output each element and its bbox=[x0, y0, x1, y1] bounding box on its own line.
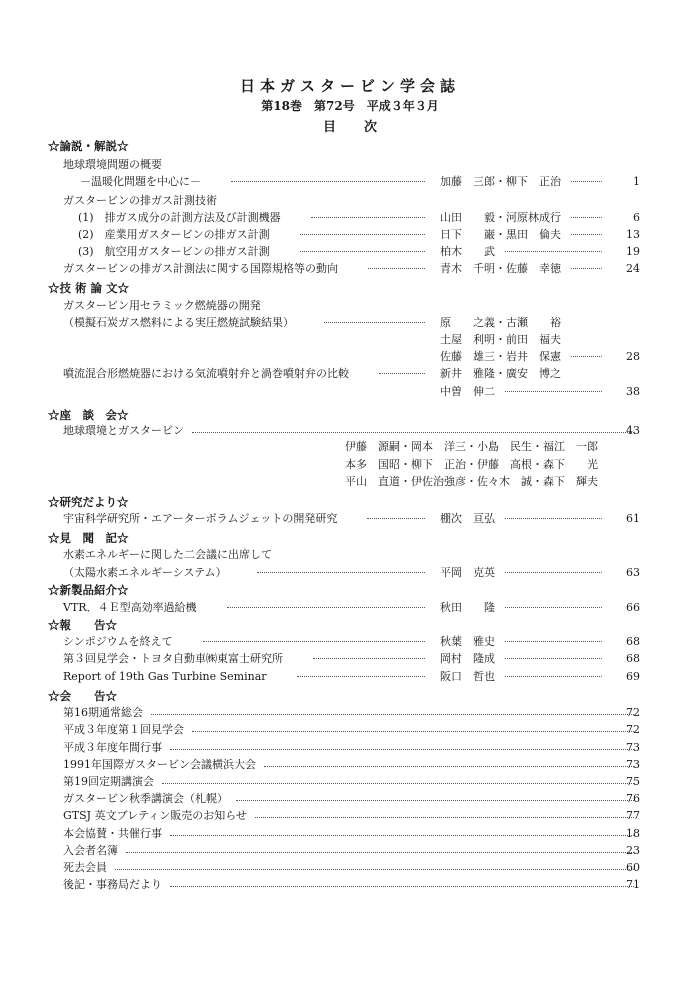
entry-title: ガスタービンの排ガス計測法に関する国際規格等の動向 bbox=[63, 262, 338, 275]
toc-entry bbox=[63, 669, 640, 685]
entry-authors: 加藤 三郎・柳下 正治 bbox=[440, 175, 561, 188]
toc-entry bbox=[63, 757, 640, 773]
entry-authors: 土屋 利明・前田 福夫 bbox=[440, 333, 561, 346]
toc-entry bbox=[63, 366, 640, 382]
toc-entry bbox=[345, 474, 598, 490]
toc-entry bbox=[63, 157, 162, 173]
page-number: 77 bbox=[626, 809, 640, 822]
dot-leader bbox=[170, 749, 634, 750]
participant-names: 平山 直道・伊佐治強彦・佐々木 誠・森下 輝夫 bbox=[345, 475, 598, 488]
dot-leader bbox=[505, 572, 602, 573]
toc-entry bbox=[63, 877, 640, 893]
section-heading bbox=[48, 530, 129, 546]
page-number: 66 bbox=[626, 601, 640, 614]
page-number: 24 bbox=[626, 262, 640, 275]
section-heading bbox=[48, 280, 129, 296]
section-title: ☆論説・解説☆ bbox=[48, 139, 129, 153]
page-number: 75 bbox=[626, 775, 640, 788]
dot-leader bbox=[192, 731, 634, 732]
section-title: ☆座 談 会☆ bbox=[48, 408, 129, 422]
toc-entry bbox=[78, 244, 640, 260]
dot-leader bbox=[368, 268, 425, 269]
entry-title: Report of 19th Gas Turbine Seminar bbox=[63, 670, 267, 683]
entry-authors: 青木 千明・佐藤 幸徳 bbox=[440, 262, 561, 275]
toc-entry bbox=[63, 384, 640, 400]
dot-leader bbox=[231, 181, 425, 182]
entry-authors: 中曽 伸二 bbox=[440, 385, 495, 398]
dot-leader bbox=[126, 852, 634, 853]
dot-leader bbox=[257, 572, 425, 573]
toc-entry bbox=[63, 791, 640, 807]
dot-leader bbox=[379, 373, 425, 374]
section-title: ☆研究だより☆ bbox=[48, 495, 129, 509]
entry-title: (2) 産業用ガスタービンの排ガス計測 bbox=[78, 228, 270, 241]
toc-entry bbox=[63, 705, 640, 721]
dot-leader bbox=[192, 432, 634, 433]
page-number: 18 bbox=[626, 827, 640, 840]
entry-authors: 平岡 克英 bbox=[440, 566, 495, 579]
toc-entry bbox=[63, 261, 640, 277]
entry-title: ガスタービン秋季講演会（札幌） bbox=[63, 792, 228, 805]
entry-authors: 日下 巌・黒田 倫夫 bbox=[440, 228, 561, 241]
dot-leader bbox=[505, 641, 602, 642]
entry-title: 後記・事務局だより bbox=[63, 878, 162, 891]
toc-entry bbox=[345, 457, 598, 473]
entry-title: －温暖化問題を中心に－ bbox=[80, 175, 201, 188]
entry-title: 死去会員 bbox=[63, 861, 107, 874]
entry-title: （模擬石炭ガス燃料による実圧燃焼試験結果） bbox=[63, 316, 294, 329]
toc-entry bbox=[63, 332, 640, 348]
dot-leader bbox=[170, 886, 634, 887]
toc-entry bbox=[63, 511, 640, 527]
dot-leader bbox=[505, 518, 602, 519]
page-number: 23 bbox=[626, 844, 640, 857]
dot-leader bbox=[505, 391, 602, 392]
section-heading bbox=[48, 617, 117, 633]
entry-title: 噴流混合形燃焼器における気流噴射弁と渦巻噴射弁の比較 bbox=[63, 367, 349, 380]
dot-leader bbox=[505, 676, 602, 677]
toc-entry bbox=[63, 860, 640, 876]
toc-entry bbox=[63, 808, 640, 824]
section-heading bbox=[48, 494, 129, 510]
toc-entry bbox=[63, 774, 640, 790]
dot-leader bbox=[300, 234, 425, 235]
section-heading bbox=[48, 582, 129, 598]
toc-entry bbox=[63, 547, 272, 563]
entry-title: (3) 航空用ガスタービンの排ガス計測 bbox=[78, 245, 270, 258]
entry-title: 第３回見学会・トヨタ自動車㈱東富士研究所 bbox=[63, 652, 283, 665]
entry-authors: 秋田 隆 bbox=[440, 601, 495, 614]
dot-leader bbox=[311, 217, 425, 218]
dot-leader bbox=[571, 356, 602, 357]
entry-authors: 秋葉 雅史 bbox=[440, 635, 495, 648]
toc-entry bbox=[63, 826, 640, 842]
page-number: 73 bbox=[626, 741, 640, 754]
entry-authors: 岡村 隆成 bbox=[440, 652, 495, 665]
toc-entry bbox=[80, 174, 640, 190]
entry-authors: 新井 雅隆・廣安 博之 bbox=[440, 367, 561, 380]
section-title: ☆会 告☆ bbox=[48, 689, 117, 703]
dot-leader bbox=[571, 268, 602, 269]
dot-leader bbox=[255, 817, 634, 818]
entry-title: 水素エネルギーに関した二会議に出席して bbox=[63, 548, 272, 561]
entry-title: 平成３年度年間行事 bbox=[63, 741, 162, 754]
entry-title: 第19回定期講演会 bbox=[63, 775, 154, 788]
participant-names: 伊藤 源嗣・岡本 洋三・小島 民生・福江 一郎 bbox=[345, 440, 598, 453]
section-heading bbox=[48, 688, 117, 704]
page-number: 13 bbox=[626, 228, 640, 241]
entry-title: 地球環境問題の概要 bbox=[63, 158, 162, 171]
page-number: 61 bbox=[626, 512, 640, 525]
toc-heading: 目次 bbox=[322, 120, 405, 135]
issue-info: 第18巻 第72号 平成３年３月 bbox=[261, 99, 439, 113]
dot-leader bbox=[297, 676, 425, 677]
entry-title: (1) 排ガス成分の計測方法及び計測機器 bbox=[78, 211, 281, 224]
dot-leader bbox=[313, 658, 425, 659]
toc-entry bbox=[63, 423, 640, 439]
dot-leader bbox=[236, 800, 634, 801]
entry-title: VTR．４Ｅ型高効率過給機 bbox=[63, 601, 197, 614]
entry-title: （太陽水素エネルギーシステム） bbox=[63, 566, 227, 579]
dot-leader bbox=[151, 714, 634, 715]
entry-authors: 山田 毅・河原林成行 bbox=[440, 211, 561, 224]
toc-entry bbox=[63, 298, 261, 314]
dot-leader bbox=[505, 658, 602, 659]
dot-leader bbox=[324, 322, 425, 323]
entry-authors: 阪口 哲也 bbox=[440, 670, 495, 683]
page-number: 19 bbox=[626, 245, 640, 258]
dot-leader bbox=[571, 181, 602, 182]
entry-title: 宇宙科学研究所・エアーターボラムジェットの開発研究 bbox=[63, 512, 338, 525]
entry-title: 平成３年度第１回見学会 bbox=[63, 723, 184, 736]
dot-leader bbox=[505, 251, 602, 252]
toc-entry bbox=[63, 843, 640, 859]
toc-entry bbox=[63, 634, 640, 650]
page-number: 72 bbox=[626, 706, 640, 719]
section-heading bbox=[48, 138, 129, 154]
page-number: 68 bbox=[626, 652, 640, 665]
page-number: 68 bbox=[626, 635, 640, 648]
section-title: ☆報 告☆ bbox=[48, 618, 117, 632]
entry-title: 入会者名簿 bbox=[63, 844, 118, 857]
dot-leader bbox=[203, 641, 425, 642]
page-number: 73 bbox=[626, 758, 640, 771]
toc-entry bbox=[63, 315, 640, 331]
page-number: 6 bbox=[633, 211, 640, 224]
entry-authors: 柏木 武 bbox=[440, 245, 495, 258]
dot-leader bbox=[227, 607, 425, 608]
page-number: 1 bbox=[633, 175, 640, 188]
entry-authors: 棚次 亘弘 bbox=[440, 512, 495, 525]
page-number: 63 bbox=[626, 566, 640, 579]
entry-title: ガスタービン用セラミック燃焼器の開発 bbox=[63, 299, 261, 312]
toc-entry bbox=[345, 439, 598, 455]
entry-title: ガスタービンの排ガス計測技術 bbox=[63, 194, 217, 207]
toc-entry bbox=[78, 210, 640, 226]
dot-leader bbox=[505, 607, 602, 608]
page-number: 71 bbox=[626, 878, 640, 891]
entry-title: GTSJ 英文ブレティン販売のお知らせ bbox=[63, 809, 247, 822]
dot-leader bbox=[367, 518, 425, 519]
dot-leader bbox=[115, 869, 634, 870]
dot-leader bbox=[170, 835, 634, 836]
toc-entry bbox=[63, 722, 640, 738]
toc-entry bbox=[63, 740, 640, 756]
toc-entry bbox=[63, 565, 640, 581]
dot-leader bbox=[571, 217, 602, 218]
entry-title: 本会協賛・共催行事 bbox=[63, 827, 162, 840]
section-title: ☆新製品紹介☆ bbox=[48, 583, 129, 597]
journal-title: 日本ガスタービン学会誌 bbox=[239, 77, 460, 95]
toc-entry bbox=[63, 600, 640, 616]
page-number: 28 bbox=[626, 350, 640, 363]
section-heading bbox=[48, 407, 129, 423]
entry-title: 1991年国際ガスタービン会議横浜大会 bbox=[63, 758, 256, 771]
dot-leader bbox=[300, 251, 425, 252]
page-number: 72 bbox=[626, 723, 640, 736]
toc-entry bbox=[63, 193, 217, 209]
page-number: 76 bbox=[626, 792, 640, 805]
toc-entry bbox=[63, 651, 640, 667]
toc-entry bbox=[78, 227, 640, 243]
entry-title: 地球環境とガスタービン bbox=[63, 424, 184, 437]
page-number: 60 bbox=[626, 861, 640, 874]
page-number: 43 bbox=[626, 424, 640, 437]
page-number: 38 bbox=[626, 385, 640, 398]
section-title: ☆技 術 論 文☆ bbox=[48, 281, 130, 295]
entry-title: シンポジウムを終えて bbox=[63, 635, 173, 648]
dot-leader bbox=[162, 783, 634, 784]
entry-authors: 原 之義・古瀬 裕 bbox=[440, 316, 561, 329]
participant-names: 本多 国昭・柳下 正治・伊藤 高根・森下 光 bbox=[345, 458, 598, 471]
entry-authors: 佐藤 雄三・岩井 保憲 bbox=[440, 350, 561, 363]
toc-entry bbox=[63, 349, 640, 365]
entry-title: 第16期通常総会 bbox=[63, 706, 143, 719]
page-number: 69 bbox=[626, 670, 640, 683]
dot-leader bbox=[571, 234, 602, 235]
section-title: ☆見 聞 記☆ bbox=[48, 531, 129, 545]
dot-leader bbox=[264, 766, 634, 767]
